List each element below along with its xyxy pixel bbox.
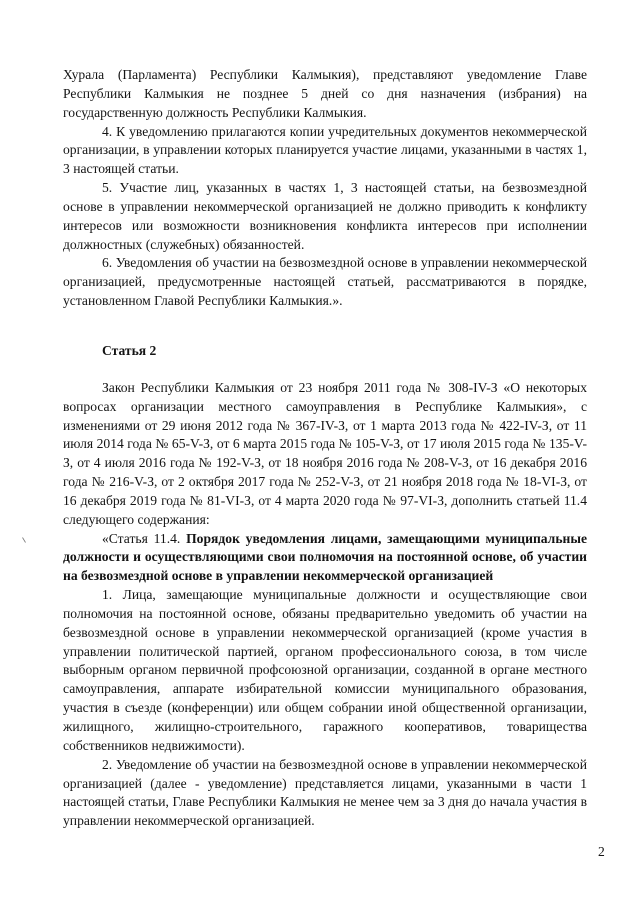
paragraph-point-4: 4. К уведомлению прилагаются копии учредительных документов некоммерческой организации, в управлении которых планируется участие лицами, указанными в частях 1, 3 настоящей статьи.: [63, 123, 587, 177]
new-article-title-prefix: «Статья 11.4.: [102, 530, 187, 546]
paragraph-point-5: 5. Участие лиц, указанных в частях 1, 3 настоящей статьи, на безвозмездной основе в управлении некоммерческой организацией не должно приводить к конфликту интересов или возможности возникновения конфликта интересов при исполнении должностных (служебных) обязанностей.: [63, 180, 587, 252]
article-heading: Статья 2: [102, 342, 157, 358]
new-article-title-bold: Порядок уведомления лицами, замещающими муниципальные должности и осуществляющими свои полномочия на постоянной основе, об участии на безвозмездной основе в управлении некоммерческой организацией: [63, 530, 587, 584]
paragraph-point-6: 6. Уведомления об участии на безвозмездной основе в управлении некоммерческой организацией, предусмотренные настоящей статьей, рассматриваются в порядке, установленном Главой Республики Калмыкия.».: [63, 255, 587, 309]
page-number: 2: [598, 844, 605, 859]
paragraph-article-point-1: 1. Лица, замещающие муниципальные должности и осуществляющие свои полномочия на постоянной основе, обязаны предварительно уведомить об участии на безвозмездной основе в управлении некоммерческой организацией (кроме участия в управлении политической партией, органом профессионального союза, в том числе выборным органом первичной профсоюзной организации, созданной в органе местного самоуправления, аппарате избирательной комиссии муниципального образования, участия в съезде (конференции) или общем собрании иной общественной организации, жилищного, жилищно-строительного, гаражного кооперативов, товарищества собственников недвижимости).: [63, 587, 587, 753]
scan-artifact: [22, 537, 26, 543]
article-body: Закон Республики Калмыкия от 23 ноября 2011 года № 308-IV-З «О некоторых вопросах организации местного самоуправления в Республике Калмыкия», с изменениями от 29 июня 2012 года № 367-IV-З, от 1 марта 2013 года № 422-IV-З, от 11 июля 2014 года № 65-V-З, от 6 марта 2015 года № 105-V-З, от 17 июля 2015 года № 135-V-З, от 4 июля 2016 года № 192-V-З, от 18 ноября 2016 года № 208-V-З, от 16 декабря 2016 года № 216-V-З, от 2 октября 2017 года № 252-V-З, от 21 ноября 2018 года № 18-VI-З, от 16 декабря 2019 года № 81-VI-З, от 4 марта 2020 года № 97-VI-З, дополнить статьей 11.4 следующего содержания:: [63, 379, 587, 527]
paragraph-continuation: Хурала (Парламента) Республики Калмыкия), представляют уведомление Главе Республики Калмыкия не позднее 5 дней со дня назначения (избрания) на государственную должность Республики Калмыкия.: [63, 67, 587, 120]
new-article-title: [63, 530, 587, 587]
paragraph-article-point-2: 2. Уведомление об участии на безвозмездной основе в управлении некоммерческой организацией (далее - уведомление) представляется лицами, указанными в части 1 настоящей статьи, Главе Республики Калмыкия не менее чем за 3 дня до начала участия в управлении некоммерческой организацией.: [63, 756, 587, 829]
document-page: [63, 66, 587, 831]
